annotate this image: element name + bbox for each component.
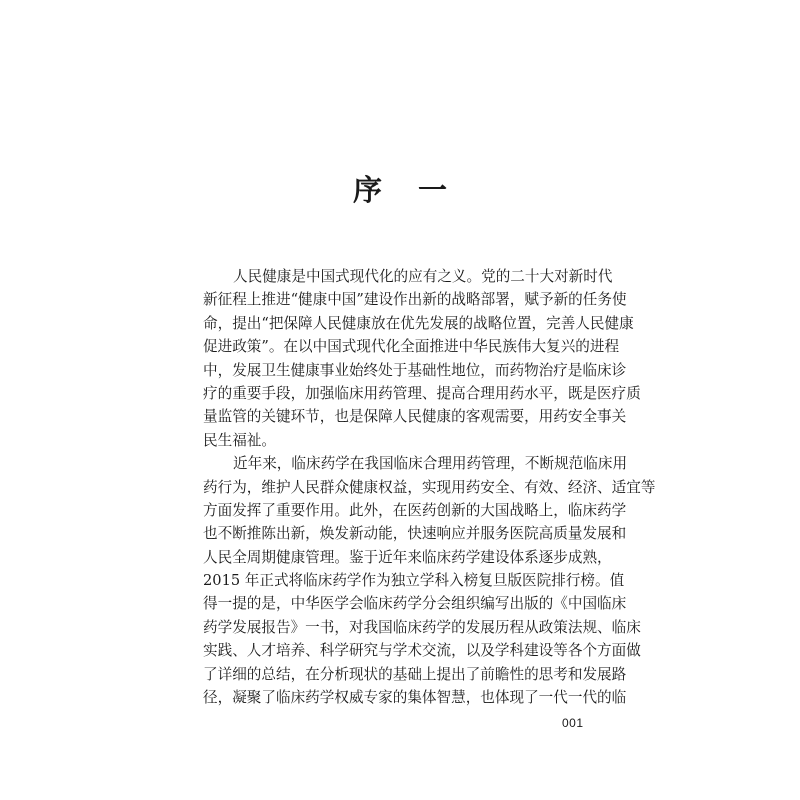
paragraph-1-line: 促进政策”。在以中国式现代化全面推进中华民族伟大复兴的进程 (203, 338, 620, 356)
paragraph-2-line: 方面发挥了重要作用。此外，在医药创新的大国战略上，临床药学 (203, 501, 627, 519)
paragraph-1-line: 人民健康是中国式现代化的应有之义。党的二十大对新时代 (233, 268, 613, 285)
paragraph-2-line: 了详细的总结，在分析现状的基础上提出了前瞻性的思考和发展路 (203, 665, 627, 683)
paragraph-2-line: 2015 年正式将临床药学作为独立学科入榜复旦版医院排行榜。值 (203, 572, 625, 590)
paragraph-1-line: 疗的重要手段，加强临床用药管理、提高合理用药水平，既是医疗质 (203, 384, 641, 402)
paragraph-1-line: 量监管的关键环节，也是保障人民健康的客观需要，用药安全事关 (203, 408, 627, 426)
paragraph-2-line: 药行为，维护人民群众健康权益，实现用药安全、有效、经济、适宜等 (203, 478, 656, 496)
title-second: 一 (418, 173, 448, 207)
paragraph-2-line: 药学发展报告》一书，对我国临床药学的发展历程从政策法规、临床 (203, 618, 641, 636)
paragraph-2-line: 也不断推陈出新，焕发新动能，快速响应并服务医院高质量发展和 (203, 525, 627, 543)
paragraph-2-line: 径，凝聚了临床药学权威专家的集体智慧，也体现了一代一代的临 (203, 689, 627, 707)
title-main: 序 (352, 173, 382, 207)
paragraph-2-line: 得一提的是，中华医学会临床药学分会组织编写出版的《中国临床 (203, 595, 627, 613)
paragraph-2-line: 近年来，临床药学在我国临床合理用药管理，不断规范临床用 (233, 455, 628, 473)
paragraph-2-line: 实践、人才培养、科学研究与学术交流，以及学科建设等各个方面做 (203, 642, 641, 660)
paragraph-1-line: 新征程上推进“健康中国”建设作出新的战略部署，赋予新的任务使 (203, 291, 627, 309)
paragraph-2-line: 人民全周期健康管理。鉴于近年来临床药学建设体系逐步成熟， (203, 548, 612, 566)
page-title (0, 168, 800, 212)
body-text (203, 265, 656, 709)
paragraph-1-line: 中，发展卫生健康事业始终处于基础性地位，而药物治疗是临床诊 (203, 361, 627, 379)
paragraph-1-line: 命，提出“把保障人民健康放在优先发展的战略位置，完善人民健康 (203, 314, 634, 332)
page-number: 001 (562, 716, 584, 730)
paragraph-1-line: 民生福祉。 (203, 431, 276, 449)
